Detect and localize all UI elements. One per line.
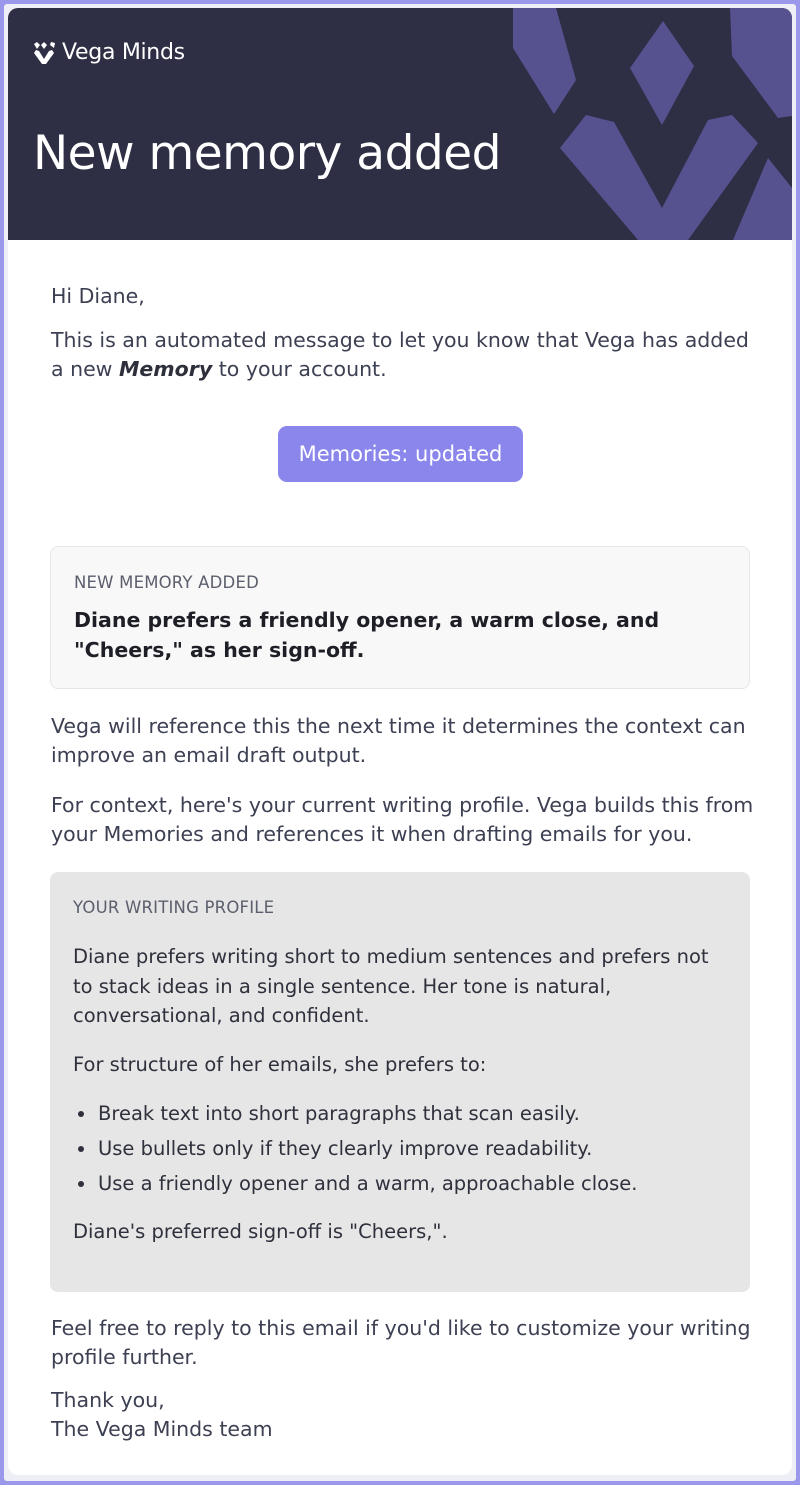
- intro-text-end: to your account.: [212, 357, 387, 381]
- profile-signoff-note: Diane's preferred sign-off is "Cheers,".: [73, 1220, 448, 1243]
- list-item: Use bullets only if they clearly improve readability.: [98, 1134, 728, 1169]
- brand-name: Vega Minds: [62, 40, 185, 65]
- memories-updated-button[interactable]: Memories: updated: [278, 426, 523, 482]
- list-item: Break text into short paragraphs that scan easily.: [98, 1099, 728, 1134]
- new-memory-label: NEW MEMORY ADDED: [74, 573, 259, 592]
- context-paragraph: For context, here's your current writing profile. Vega builds this from your Memories and references it when drafting emails for you.: [51, 793, 754, 846]
- profile-structure-list: [98, 1099, 728, 1204]
- new-memory-box: [50, 546, 750, 689]
- vega-logo-icon: [33, 42, 57, 64]
- profile-structure-intro: For structure of her emails, she prefers to:: [73, 1053, 487, 1076]
- email-header: [8, 8, 792, 240]
- email-signoff: [51, 1386, 751, 1444]
- writing-profile-label: YOUR WRITING PROFILE: [73, 898, 275, 917]
- profile-summary: Diane prefers writing short to medium sentences and prefers not to stack ideas in a single sentence. Her tone is natural, conversational, and confident.: [73, 945, 709, 1027]
- reply-paragraph: Feel free to reply to this email if you'd like to customize your writing profile further.: [51, 1316, 751, 1369]
- new-memory-text: Diane prefers a friendly opener, a warm close, and "Cheers," as her sign-off.: [74, 608, 660, 662]
- closing-text: Thank you,: [51, 1388, 165, 1412]
- reference-paragraph: Vega will reference this the next time it determines the context can improve an email draft output.: [51, 714, 746, 767]
- brand-logo[interactable]: [33, 40, 185, 65]
- intro-emphasis: Memory: [118, 357, 213, 381]
- writing-profile-box: [50, 872, 750, 1292]
- page-title: New memory added: [33, 126, 501, 181]
- signature-text: The Vega Minds team: [51, 1417, 273, 1441]
- intro-paragraph: [51, 326, 751, 384]
- email-card: [8, 8, 792, 1475]
- greeting: Hi Diane,: [51, 284, 145, 308]
- intro-text: This is an automated message to let you know that Vega has added a new: [51, 328, 749, 381]
- list-item: Use a friendly opener and a warm, approachable close.: [98, 1169, 728, 1204]
